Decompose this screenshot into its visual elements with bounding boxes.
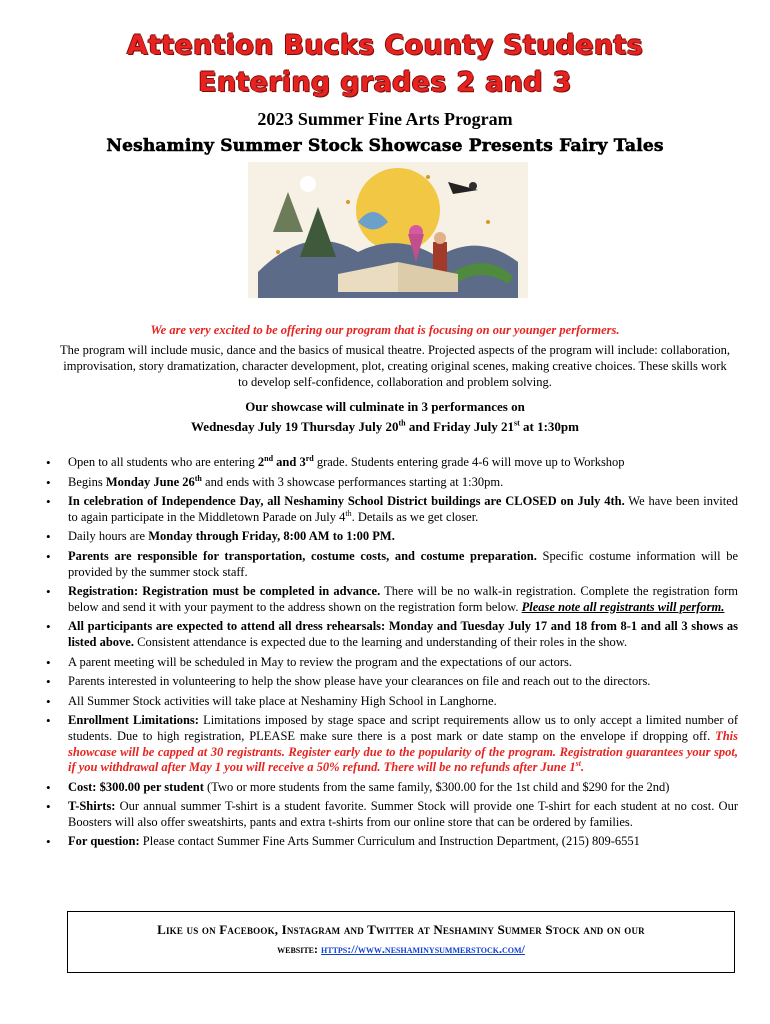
list-item: • Cost: $300.00 per student (Two or more students from the same family, $300.00 for the 1st child and $290 for the 2nd) [30,780,738,796]
list-item: • Daily hours are Monday through Friday, 8:00 AM to 1:00 PM. [30,529,738,545]
intro-description: The program will include music, dance and the basics of musical theatre. Projected aspects of the program will include: collaboration, improvisation, story dramatization, character development, plot, creating original scenes, making creative choices. These skills work to develop self-confidence, collaboration and problem solving. [60,343,730,389]
list-item: • Registration: Registration must be completed in advance. There will be no walk-in registration. Complete the registration form below and send it with your payment to the address shown on the registration form below. Please note all registrants will perform. [30,584,738,615]
headline-line-2: Entering grades 2 and 3 [198,67,572,98]
culminate-line: Our showcase will culminate in 3 performances on [245,399,525,414]
list-item: • All Summer Stock activities will take place at Neshaminy High School in Langhorne. [30,694,738,710]
website-link[interactable]: https://www.neshaminysummerstock.com/ [321,942,525,956]
list-item: • In celebration of Independence Day, all Neshaminy School District buildings are CLOSED on July 4th. We have been invited to again participate in the Middletown Parade on July 4th. Details as we get closer. [30,494,738,525]
list-item: • A parent meeting will be scheduled in May to review the program and the expectations of our actors. [30,655,738,671]
moon-shape [356,168,440,252]
info-list [30,455,738,854]
website-line: website: https://www.neshaminysummerstock.com/ [277,942,525,956]
list-item: • Parents interested in volunteering to help the show please have your clearances on file and reach out to the directors. [30,674,738,690]
intro-excited: We are very excited to be offering our program that is focusing on our younger performers. [150,323,620,337]
list-item: • For question: Please contact Summer Fine Arts Summer Curriculum and Instruction Department, (215) 809-6551 [30,834,738,850]
showcase-dates [0,397,770,437]
social-footer-box [67,911,735,973]
list-item: • Enrollment Limitations: Limitations imposed by stage space and script requirements allow us to only accept a limited number of students. Due to high registration, PLEASE make sure there is a post mark or date stamp on the envelope if dropping off. This showcase will be capped at 30 registrants. Register early due to the popularity of the program. Registration guarantees your spot, if you withdrawal after May 1 you will receive a 50% refund. There will be no refunds after June 1st. [30,713,738,775]
show-title: Neshaminy Summer Stock Showcase Presents Fairy Tales [106,136,664,156]
list-item: • Parents are responsible for transportation, costume costs, and costume preparation. Specific costume information will be provided by the summer stock staff. [30,549,738,580]
list-item: • Begins Monday June 26th and ends with 3 showcase performances starting at 1:30pm. [30,475,738,491]
dates-line: Wednesday July 19 Thursday July 20th and Friday July 21st at 1:30pm [191,418,579,434]
fairy-tale-illustration [248,162,528,298]
program-subtitle: 2023 Summer Fine Arts Program [257,109,513,129]
list-item: • T-Shirts: Our annual summer T-shirt is a student favorite. Summer Stock will provide one T-shirt for each student at no cost. Our Boosters will also offer sweatshirts, pants and extra t-shirts from our online store that can be ordered by families. [30,799,738,830]
list-item: • Open to all students who are entering 2nd and 3rd grade. Students entering grade 4-6 will move up to Workshop [30,455,738,471]
social-line: Like us on Facebook, Instagram and Twitter at Neshaminy Summer Stock and on our [157,922,645,937]
headline-line-1: Attention Bucks County Students [126,30,644,61]
list-item: • All participants are expected to attend all dress rehearsals: Monday and Tuesday July 17 and 18 from 8-1 and all 3 shows as listed above. Consistent attendance is expected due to the learning and understanding of their roles in the show. [30,619,738,650]
